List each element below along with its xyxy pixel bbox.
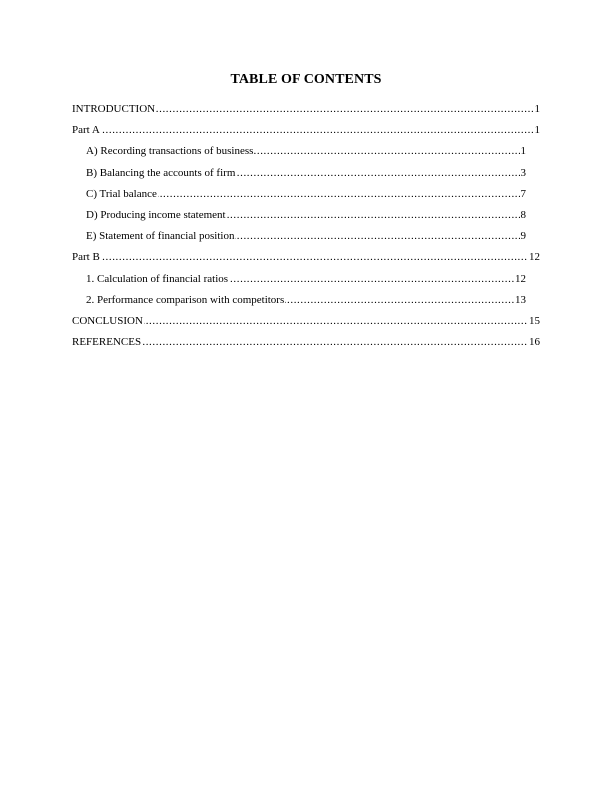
- toc-entry-page-number: 16: [529, 336, 540, 349]
- toc-entry-label: REFERENCES: [72, 336, 142, 349]
- table-of-contents: [72, 101, 540, 355]
- toc-entry-page-number: 1: [534, 124, 540, 137]
- dot-leader: [72, 122, 540, 138]
- toc-entry-page-number: 7: [520, 187, 526, 200]
- toc-entry-label: C) Trial balance: [86, 187, 157, 200]
- toc-entry-label: D) Producing income statement: [86, 208, 226, 221]
- toc-entry-part-b[interactable]: [72, 249, 540, 270]
- toc-entry-page-number: 3: [520, 166, 526, 179]
- toc-entry-income-statement[interactable]: [86, 207, 526, 228]
- toc-entry-page-number: 9: [520, 230, 526, 243]
- toc-entry-label: B) Balancing the accounts of firm: [86, 166, 236, 179]
- toc-entry-page-number: 1: [534, 103, 540, 115]
- toc-entry-page-number: 13: [515, 293, 526, 306]
- toc-entry-performance-comparison[interactable]: [86, 292, 526, 313]
- toc-entry-recording-transactions[interactable]: [86, 143, 526, 164]
- toc-entry-page-number: 12: [529, 251, 540, 264]
- toc-entry-page-number: 15: [529, 314, 540, 327]
- toc-entry-part-a[interactable]: [72, 122, 540, 143]
- dot-leader: [72, 249, 540, 265]
- toc-entry-label: Part B: [72, 251, 100, 264]
- toc-entry-label: INTRODUCTION: [72, 103, 156, 115]
- toc-entry-references[interactable]: [72, 334, 540, 355]
- toc-entry-label: E) Statement of financial position: [86, 230, 235, 243]
- toc-entry-trial-balance[interactable]: [86, 186, 526, 207]
- page-title: TABLE OF CONTENTS: [230, 72, 382, 87]
- toc-entry-conclusion[interactable]: [72, 313, 540, 334]
- toc-entry-page-number: 12: [515, 272, 526, 285]
- toc-entry-label: 1. Calculation of financial ratios: [86, 272, 229, 285]
- toc-entry-introduction[interactable]: [72, 101, 540, 122]
- toc-entry-page-number: 8: [520, 208, 526, 221]
- toc-entry-label: A) Recording transactions of business: [86, 145, 254, 158]
- toc-entry-label: Part A: [72, 124, 100, 137]
- toc-entry-page-number: 1: [520, 145, 526, 158]
- toc-entry-label: 2. Performance comparison with competitors: [86, 293, 285, 306]
- toc-entry-financial-ratios[interactable]: [86, 271, 526, 292]
- toc-entry-balancing-accounts[interactable]: [86, 165, 526, 186]
- dot-leader: [72, 334, 540, 350]
- toc-entry-label: CONCLUSION: [72, 314, 143, 327]
- toc-entry-financial-position[interactable]: [86, 228, 526, 249]
